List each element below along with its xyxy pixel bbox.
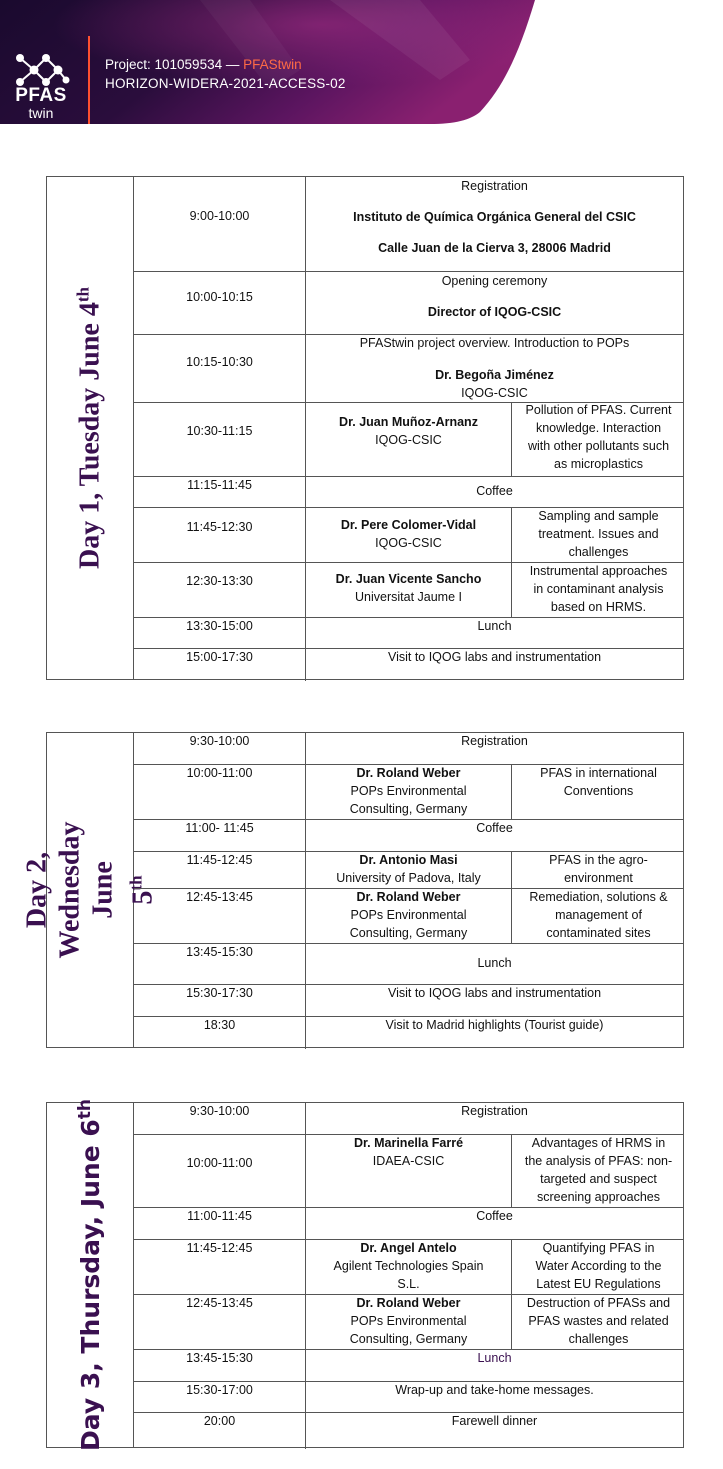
session-cell: Opening ceremony Director of IQOG-CSIC [427,274,562,319]
time-cell: 10:00-11:00 [134,765,306,819]
session-cell [306,852,683,888]
session-cell [306,765,683,819]
talk-title-cell: Quantifying PFAS in Water According to the Latest EU Regulations [535,1241,662,1291]
table-row [134,1103,683,1135]
session-cell: Lunch [477,1351,512,1365]
session-cell [306,1135,683,1207]
talk-title-cell: Advantages of HRMS in the analysis of PFAS: non- targeted and suspect screening approaches [524,1136,673,1204]
speaker-cell: Dr. Juan Vicente Sancho Universitat Jaume I [306,563,512,617]
day-2-table [21,732,684,1048]
time-cell: 20:00 [134,1413,306,1449]
table-row [134,1240,683,1295]
session-cell: Lunch [477,619,512,633]
time-cell: 10:00-10:15 [134,272,306,334]
time-cell: 12:30-13:30 [134,563,306,617]
table-row [134,477,683,508]
day-2-label [21,733,159,1047]
table-row [134,852,683,889]
time-cell: 15:00-17:30 [134,649,306,681]
talk-title-cell: Pollution of PFAS. Current knowledge. Interaction with other pollutants such as microplastics [525,403,672,471]
session-cell: Visit to Madrid highlights (Tourist guide) [385,1018,604,1032]
time-cell: 11:00-11:45 [134,1208,306,1239]
speaker-cell: Dr. Angel Antelo Agilent Technologies Spain S.L. [306,1240,512,1294]
table-row [134,1382,683,1413]
day-3-label [47,1098,134,1452]
table-row [134,1413,683,1449]
table-row [134,1295,683,1350]
time-cell: 9:30-10:00 [134,1103,306,1134]
day-3-table [46,1098,684,1452]
project-number: Project: 101059534 — [105,57,240,72]
session-cell: Farewell dinner [451,1414,538,1428]
time-cell: 11:45-12:30 [134,508,306,562]
speaker-cell: Dr. Juan Muñoz-Arnanz IQOG-CSIC [306,403,512,476]
session-cell: Wrap-up and take-home messages. [395,1383,594,1397]
table-row [134,733,683,765]
time-cell: 11:45-12:45 [134,1240,306,1294]
speaker-cell: Dr. Marinella Farré IDAEA-CSIC [306,1135,512,1207]
time-cell: 15:30-17:30 [134,985,306,1016]
header-banner [0,0,723,130]
day-1-title: Day 1, Tuesday June 4th [73,287,106,569]
table-row [134,1017,683,1049]
banner-divider [88,36,90,124]
logo-sub: twin [28,105,54,121]
speaker-cell: Dr. Roland Weber POPs Environmental Consulting, Germany [306,1295,512,1349]
session-cell [306,403,683,476]
table-row [134,403,683,477]
time-cell: 13:45-15:30 [134,944,306,984]
session-cell [306,508,683,562]
table-row [134,618,683,649]
table-row [134,944,683,985]
time-cell: 10:15-10:30 [134,335,306,402]
speaker-cell: Dr. Pere Colomer-Vidal IQOG-CSIC [306,508,512,562]
table-row [134,649,683,681]
session-cell: Registration [461,734,528,748]
table-row [134,820,683,852]
session-cell [306,1295,683,1349]
table-row [134,272,683,335]
time-cell: 9:30-10:00 [134,733,306,764]
speaker-cell: Dr. Roland Weber POPs Environmental Consulting, Germany [306,765,512,819]
table-row [134,765,683,820]
day-3-title: Day 3, Thursday, June 6th [74,1098,106,1452]
session-cell: PFAStwin project overview. Introduction to POPs Dr. Begoña Jiménez IQOG-CSIC [359,336,630,400]
table-row [134,889,683,944]
talk-title-cell: Destruction of PFASs and PFAS wastes and related challenges [526,1296,671,1346]
talk-title-cell: Instrumental approaches in contaminant analysis based on HRMS. [529,564,668,614]
session-cell: Registration [461,1104,528,1118]
table-row [134,1135,683,1208]
project-line [105,57,302,72]
speaker-cell: Dr. Antonio Masi University of Padova, Italy [306,852,512,888]
table-row [134,508,683,563]
day-2-title: Day 2, Wednesday June 5th [21,821,159,959]
project-name: PFAStwin [243,57,302,72]
session-cell: Coffee [476,821,513,835]
session-cell: Visit to IQOG labs and instrumentation [387,986,602,1000]
session-cell: Coffee [476,1209,513,1223]
time-cell: 12:45-13:45 [134,889,306,943]
speaker-cell: Dr. Roland Weber POPs Environmental Consulting, Germany [306,889,512,943]
time-cell: 12:45-13:45 [134,1295,306,1349]
session-cell: Lunch [477,956,512,970]
time-cell: 11:45-12:45 [134,852,306,888]
talk-title-cell: Sampling and sample treatment. Issues and challenges [538,509,659,559]
session-cell: Visit to IQOG labs and instrumentation [387,650,602,664]
session-cell: Registration Instituto de Química Orgánica General del CSIC Calle Juan de la Cierva 3, 28006 Madrid [353,179,636,255]
talk-title-cell: Remediation, solutions & management of contaminated sites [529,890,668,940]
talk-title-cell: PFAS in international Conventions [540,766,657,798]
time-cell: 11:15-11:45 [134,477,306,507]
session-cell [306,1240,683,1294]
time-cell: 18:30 [134,1017,306,1049]
session-cell [306,889,683,943]
day-1-table [46,176,684,680]
time-cell: 10:00-11:00 [134,1135,306,1207]
table-row [134,177,683,272]
time-cell: 15:30-17:00 [134,1382,306,1412]
table-row [134,563,683,618]
program-code: HORIZON-WIDERA-2021-ACCESS-02 [105,76,346,91]
day-1-label [47,177,134,679]
talk-title-cell: PFAS in the agro- environment [549,853,648,885]
session-cell: Coffee [476,484,513,498]
time-cell: 11:00- 11:45 [134,820,306,851]
table-row [134,1350,683,1382]
time-cell: 13:30-15:00 [134,618,306,648]
time-cell: 13:45-15:30 [134,1350,306,1381]
time-cell: 9:00-10:00 [134,177,306,271]
table-row [134,985,683,1017]
time-cell: 10:30-11:15 [134,403,306,476]
table-row [134,1208,683,1240]
session-cell [306,563,683,617]
table-row [134,335,683,403]
logo-word: PFAS [15,85,67,106]
